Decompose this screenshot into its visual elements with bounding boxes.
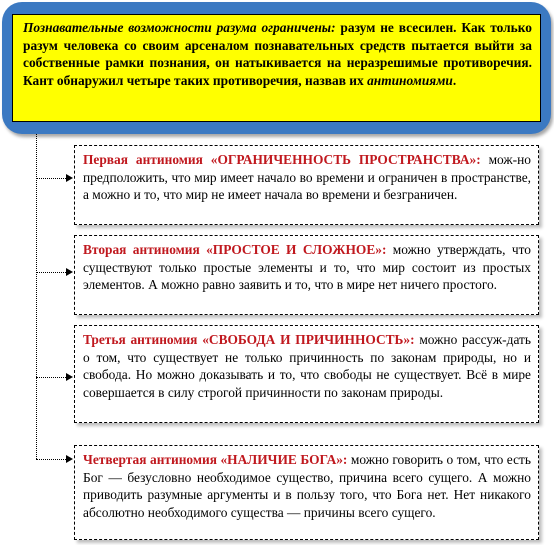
header-body-text-2: .	[452, 72, 457, 88]
antinomy-text-1: мож-но предположить, что мир имеет начало во времени и ограничен в пространстве, а можно и то, что мир не имеет начала во времени и безграничен.	[83, 152, 531, 203]
antinomy-text-4: можно говорить о том, что есть Бог — безусловно необходимое существо, причина всего сущего. А можно приводить разумные аргументы и в пользу того, что Бога нет. Нет никакого абсолютно необходимого существа — причины всего сущего.	[83, 452, 531, 520]
antinomy-title-1: Первая антиномия «ОГРАНИЧЕННОСТЬ ПРОСТРАНСТВА»:	[83, 152, 481, 167]
header-body-text-1: разум не всесилен. Как только разум человека со своим арсеналом познавательных средств пытается выйти за собственные рамки познания, он натыкивается на неразрешимые противоречия. Кант обнаружил четыре таких противоречия, назвав их	[23, 20, 532, 88]
antinomy-title-4: Четвертая антиномия «НАЛИЧИЕ БОГА»:	[83, 452, 348, 467]
antinomy-title-3: Третья антиномия «СВОБОДА И ПРИЧИННОСТЬ»:	[83, 332, 415, 347]
arrow-line-4	[36, 459, 66, 460]
arrow-line-1	[36, 178, 66, 179]
antinomy-card-4	[74, 445, 539, 540]
arrow-head-3-icon	[66, 373, 73, 381]
vertical-connector-line	[36, 134, 37, 459]
antinomy-title-2: Вторая антиномия «ПРОСТОЕ И СЛОЖНОЕ»:	[83, 242, 387, 257]
header-panel	[2, 2, 551, 134]
header-text-box	[12, 14, 541, 122]
header-emphasis-1: Познавательные возможности разума ограничены:	[23, 20, 336, 35]
antinomy-text-3: можно рассуж-дать о том, что существует не только причинность по законам природы, но и свобода. Но можно доказывать и то, что свободы не существует. Всё в мире совершается в силу строгой причинности по законам природы.	[83, 332, 532, 400]
antinomy-card-3	[74, 325, 539, 423]
arrow-line-3	[36, 377, 66, 378]
arrow-head-4-icon	[66, 455, 73, 463]
header-emphasis-2: антиномиями	[367, 72, 453, 88]
antinomy-card-1	[74, 145, 539, 225]
arrow-head-1-icon	[66, 174, 73, 182]
antinomy-card-2	[74, 235, 539, 315]
arrow-line-2	[36, 272, 66, 273]
antinomy-text-2: можно утверждать, что существуют только простые элементы и то, что мир состоит из простых элементов. А можно равно заявить и то, что в мире нет ничего простого.	[83, 242, 531, 293]
arrow-head-2-icon	[66, 268, 73, 276]
